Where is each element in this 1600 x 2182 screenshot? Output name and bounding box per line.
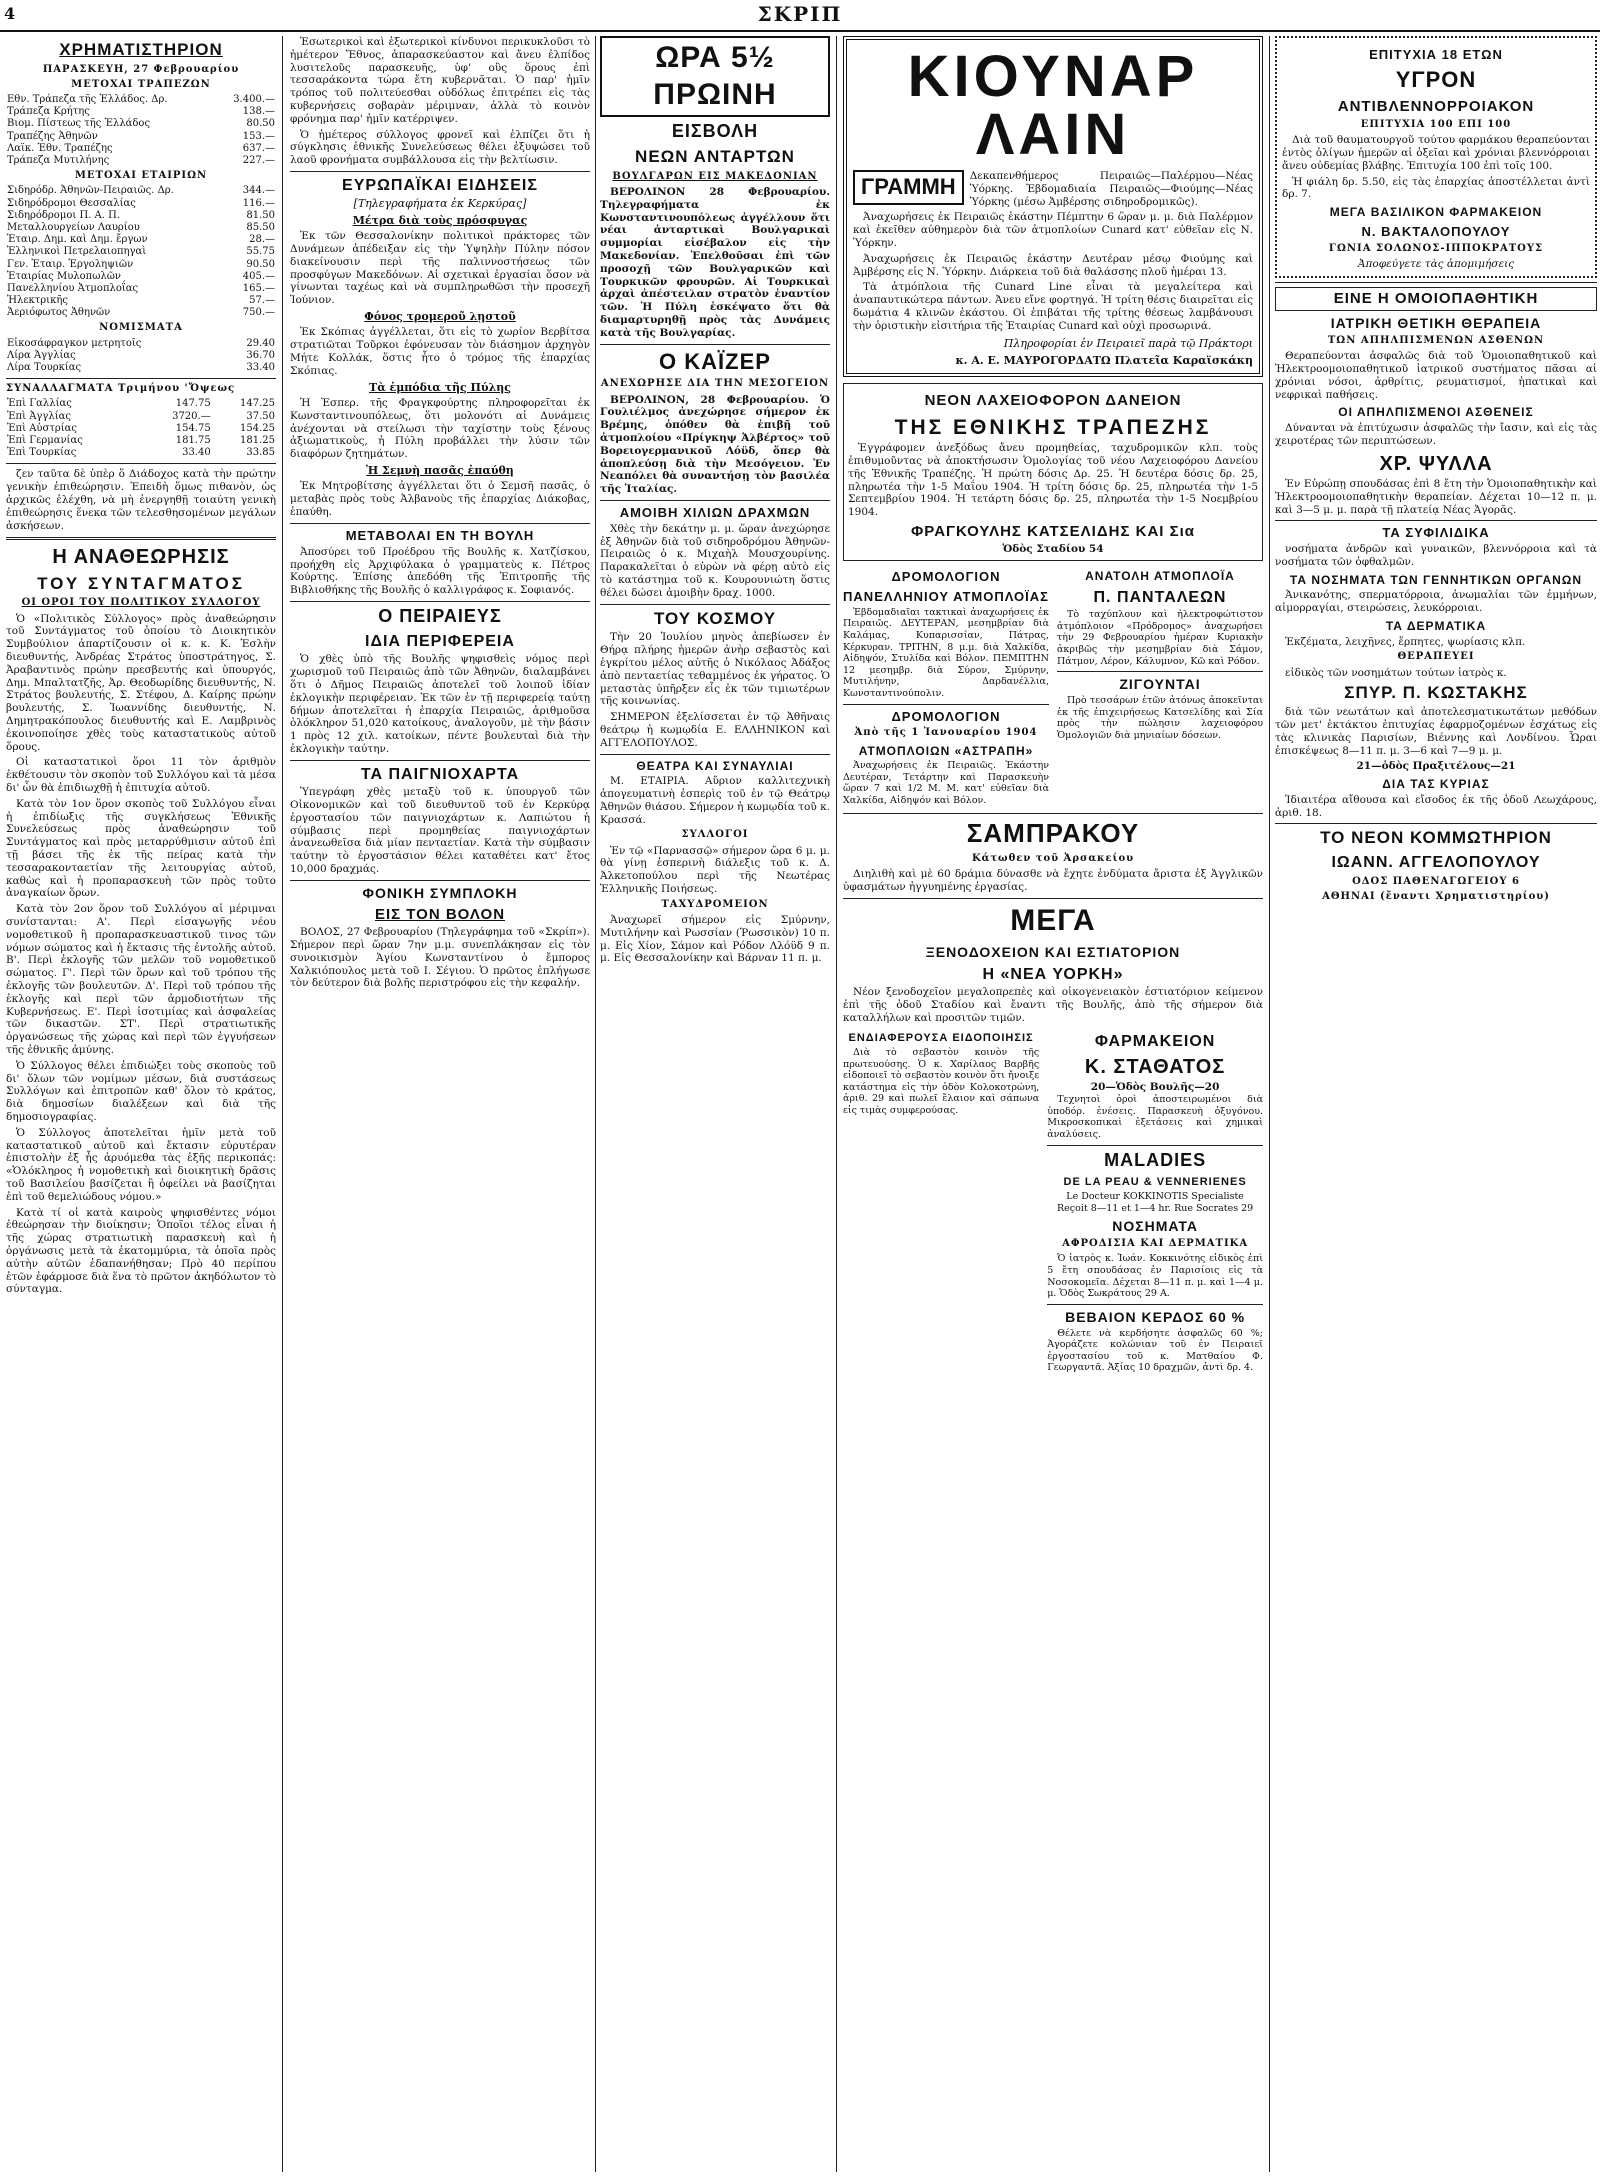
pharmacy-title: ΦΑΡΜΑΚΕΙΟΝ [1094,1032,1216,1050]
table-row: Ἐπὶ Γερμανίας 181.75 181.25 [7,434,275,446]
column-rule [282,36,283,2172]
article-paragraph: Ὁ Σύλλογος ἀποτελεῖται ἡμῖν μετὰ τοῦ καταστατικοῦ αὐτοῦ καὶ ἔκτασιν εὐρυτέραν ἐπιστολὴν ἐξ ἧς ἀρυόμεθα τὰς ἑξῆς περικοπάς: «Ὁλόκληρος ἡ νομοθετικὴ καὶ διοικητικὴ δρᾶσις τοῦ Βασιλείου βασίζεται ἢ ὀφείλει νὰ βασίζηται ἐπὶ τοῦ θεμελιώδους νόμου.» [6,1126,276,1203]
table-row: Γεν. Ἑταιρ. Ἐργοληψιῶν 90.50 [7,258,275,270]
piraeus-title: Ο ΠΕΙΡΑΙΕΥΣ [378,605,502,626]
table-row: Βιομ. Πίστεως τῆς Ἑλλάδος 80.50 [7,118,275,130]
column-2 [290,36,590,2172]
news-heading: Ἡ Σεμνὴ πασᾶς ἐπαύθη [366,464,514,478]
ad-pharmacy: ΜΕΓΑ ΒΑΣΙΛΙΚΟΝ ΦΑΡΜΑΚΕΙΟΝ [1329,205,1543,220]
rates-table [6,398,276,459]
article-paragraph: Οἱ καταστατικοὶ ὅροι 11 τὸν ἀριθμὸν ἐκθέτουσιν τὸν σκοπὸν τοῦ Συλλόγου καὶ τὰ μέσα δι' ὧν θὰ ἐπιδιωχθῇ ἡ ἐπιτυχία αὐτοῦ. [6,756,276,795]
ad-text: Διὰ τοῦ θαυματουργοῦ τούτου φαρμάκου θεραπεύονται ἐντὸς ὀλίγων ἡμερῶν αἱ ὀξεῖαι καὶ χρόνιαι βλεννόρροιαι ἄνευ οὐδεμίας βλάβης. Ἐπιτυχία 100 ἐπὶ τοῖς 100. [1282,134,1590,172]
column-5 [1275,36,1597,2172]
ad-text: Ἀνικανότης, σπερματόρροια, ἀνωμαλίαι τῶν ἐμμήνων, αἱμορραγίαι, στειρώσεις, λευκόρροιαι. [1275,589,1597,615]
gen-title: ΤΑ ΝΟΣΗΜΑΤΑ ΤΩΝ ΓΕΝΝΗΤΙΚΩΝ ΟΡΓΑΝΩΝ [1289,572,1583,587]
article-paragraph: Ὁ «Πολιτικὸς Σύλλογος» πρὸς ἀναθεώρησιν τοῦ Συντάγματος τοῦ ὁποίου τὸ Διοικητικὸν Συμβούλιον ἀπαρτίζουσιν οἱ κ. κ. Κ. Ἐσλὴν διευθυντής, Ἀνδρέας Στράτος ὑποστράτηγος, Σ. Ἀραβαντινὸς πρώην πρεσβευτής καὶ ὑπουργός, Δημ. Μπαλτατζῆς, Ἀρ. Θεοδωρίδης διευθυντής, Ν. Στράτος βουλευτής, Σ. Στέφου, Δ. Καίρης πρώην βουλευτής, Σ. Ἰωαννίδης διευθυντής, Ν. Δημητρακόπουλος διευθυντής καὶ Ε. Λαμβρινὸς ἐκοινοποίησε χθὲς τοὺς καταστατικοὺς αὐτοῦ ὅρους. [6,612,276,753]
ad-title-2: ΑΝΤΙΒΛΕΝΝΟΡΡΟΙΑΚΟΝ [1337,97,1535,115]
newspaper-title: ΣΚΡΙΠ [757,2,843,26]
news-heading: Φόνος τρομεροῦ λῃστοῦ [364,310,516,324]
ad-text: Δύνανται νὰ ἐπιτύχωσιν ἀσφαλῶς τὴν ἴασιν, καὶ εἰς τὰς χειροτέρας τῶν περιπτώσεων. [1275,422,1597,447]
route-title-2: ΠΑΝΕΛΛΗΝΙΟΥ ΑΤΜΟΠΛΟΪΑΣ [843,589,1049,605]
ad-text: Τὰ ἀτμόπλοια τῆς Cunard Line εἶναι τὰ μεγαλείτερα καὶ ἀναπαυτικώτερα πάντων. Ἀνευ εἴνε φορτηγά. Ἡ τρίτη θέσις διαιρεῖται εἰς δωμάτια 4 κλινῶν ἐκάστου. Οἱ ἐπιβάται τῆς τρίτης θέσεως λαμβάνουσι τὴν ὁριστικὴν εἰσιτήρια τῆς Ἑταιρίας Cunard καὶ οὐχὶ προσωρινά. [853,281,1253,332]
shop-title: ΤΟ ΝΕΟΝ ΚΟΜΜΩΤΗΡΙΟΝ [1320,828,1552,848]
ad-note: Ἀποφεύγετε τὰς ἀπομιμήσεις [1357,257,1515,270]
table-row: Σιδηρόδρ. Ἀθηνῶν-Πειραιῶς. Δρ. 344.— [7,185,275,197]
news-paragraph: ΒΕΡΟΛΙΝΟΝ, 28 Φεβρουαρίου. Ὁ Γουλιέλμος ἀνεχώρησε σήμερον ἐκ Βρέμης, ὁπόθεν θὰ ἐπιβῇ τοῦ ἀτμοπλοίου «Πρίγκηψ Ἀλβέρτος» τοῦ Βορειογερμανικοῦ Λόϋδ, ὅπερ θὰ ἀποπλεύσῃ διὰ τὴν Μεσόγειον. Ἐν Νεαπόλει θὰ συναντήσῃ τὸν βασιλέα τῆς Ἰταλίας. [600,393,830,496]
ad-text: Νέον ξενοδοχεῖον μεγαλοπρεπὲς καὶ οἰκογενειακὸν ἐστιατόριον κείμενον ἐπὶ τῆς ὁδοῦ Σταδίου καὶ ἔναντι τῆς Βουλῆς, ἀπὸ τῆς σήμερον διὰ καταλλήλων καὶ προσιτῶν τιμῶν. [843,986,1263,1024]
ad-text: Θέλετε νὰ κερδήσητε ἀσφαλῶς 60 %; Ἀγοράζετε κολώνιαν τοῦ ἐν Πειραιεῖ ἐργοστασίου τοῦ κ. Ματθαίου Φ. Γεωργαντᾶ. Ἀξίας 10 δραχμῶν, ἀντὶ δρ. 4. [1047,1327,1263,1374]
mega-title: ΜΕΓΑ [1010,903,1096,937]
news-paragraph: Χθὲς τὴν δεκάτην μ. μ. ὥραν ἀνεχώρησε ἐξ Ἀθηνῶν διὰ τοῦ σιδηροδρόμου Ἀθηνῶν-Πειραιῶς ὁ κ. Μιχαὴλ Μουσχουρίνης. Παρακαλεῖται ὁ εὑρὼν νὰ φέρῃ αὐτὸ εἰς τὸ κατάστημα τοῦ κ. Κουρουνιώτη ὅστις θέλει δώσει ἀμοιβὴν δραχ. 1000. [600,522,830,599]
coins-header: ΝΟΜΙΣΜΑΤΑ [99,322,183,334]
table-row: Ἑλληνικοὶ Πετρελαιοπηγαὶ 55.75 [7,246,275,258]
table-row: Λαϊκ. Ἐθν. Τραπέζης 637.— [7,142,275,154]
ad-text: Ἑβδομαδιαῖαι τακτικαὶ ἀναχωρήσεις ἐκ Πειραιῶς. ΔΕΥΤΕΡΑΝ, μεσημβρίαν διὰ Καλάμας, Κυπαρισσίαν, Πάτρας, Κέρκυραν. ΤΡΙΤΗΝ, 8 μ.μ. διὰ Χαλκίδα, Αἰδηψόν, Στυλίδα καὶ Βόλον. ΠΕΜΠΤΗΝ 12 μεσημβρ. διὰ Σύρον, Σμύρνην, Μυτιλήνην, Δαρδανέλλια, Κωνσταντινούπολιν. [843,606,1049,699]
news-paragraph: Ὁ χθὲς ὑπὸ τῆς Βουλῆς ψηφισθεὶς νόμος περὶ χωρισμοῦ τοῦ Πειραιῶς ἀπὸ τῶν Ἀθηνῶν, διαλαμβάνει ὅτι ὁ Δῆμος Πειραιῶς ἀποτελεῖ τοῦ λοιποῦ ἰδίαν ἐκλογικὴν περιφέρειαν. Ἐκ τῶν ἐν τῇ περιφερείᾳ ταύτῃ δήμων ἀποτελεῖται ἡ ἐπαρχία Πειραιῶς, ἀριθμοῦσα ὁλόκληρον 51,020 κατοίκους, ἀναλογοῦν, μὲ τὴν βάσιν 1 πρὸς 12 χιλ. κατοίκων, πέντε βουλευταὶ διὰ τὴν ἐκλογικὴν ταύτην. [290,653,590,755]
ladies-title: ΔΙΑ ΤΑΣ ΚΥΡΙΑΣ [1382,777,1490,792]
table-row: Ἐπὶ Αὐστρίας 154.75 154.25 [7,422,275,434]
gram-label: ΓΡΑΜΜΗ [853,170,964,205]
samp-title: ΣΑΜΠΡΑΚΟΥ [966,818,1140,849]
table-row: Σιδηρόδρομοι Π. Α. Π. 81.50 [7,209,275,221]
news-paragraph: Ἐν τῷ «Παρνασσῷ» σήμερον ὥρα 6 μ. μ. θὰ γίνῃ ἑσπερινὴ διάλεξις τοῦ κ. Δ. Ἀλκετοπούλου περὶ τῆς Νεωτέρας Ἑλληνικῆς Ποιήσεως. [600,844,830,895]
loan-agent: ΦΡΑΓΚΟΥΛΗΣ ΚΑΤΣΕΛΙΔΗΣ ΚΑΙ Σια [910,523,1196,541]
news-paragraph: Ὑπεγράφη χθὲς μεταξὺ τοῦ κ. ὑπουργοῦ τῶν Οἰκονομικῶν καὶ τοῦ διευθυντοῦ τοῦ ἐν Κερκύρᾳ ἐργοστασίου τῶν παιγνιοχάρτων κ. Λαπιώτου ἡ σύμβασις περὶ προμηθείας παιγνιοχάρτων ἀνανεωθεῖσα διὰ μίαν πενταετίαν. Κατὰ τὴν σύμβασιν ταύτην τὸ ἐργοστάσιον θέλει καταθέτει κατ' ἔτος 10,000 δραχμάς. [290,786,590,876]
news-paragraph: Ἐκ τῶν Θεσσαλονίκην πολιτικοὶ πράκτορες τῶν Δυνάμεων ἀπέδειξαν εἰς τὴν Ὑψηλὴν Πύλην πόσον διακείνουσιν περὶ τῆς παλιννοστήσεως τῶν προσφύγων Μακεδόνων. Αἱ σχετικαὶ ἐργασίαι ὅσον νὰ γίνωνται ταχέως καὶ νὰ συμπληρωθῶσι τὴν προσεχῆ Ἰούνιον. [290,230,590,307]
pharmacy-address: 20—Ὁδὸς Βουλῆς—20 [1090,1081,1220,1094]
doctor-address: 21—ὁδὸς Πραξιτέλους—21 [1356,760,1516,773]
article-paragraph: Ὁ Σύλλογος θέλει ἐπιδιώξει τοὺς σκοποὺς τοῦ δι' ὅλων τῶν νομίμων μέσων, διὰ συστάσεως Συλλόγων καὶ ἐπιτροπῶν καθ' ὅλον τὸ κράτος, διὰ δημοσίων διαλέξεων καὶ διὰ τῆς δημοσιογραφίας. [6,1059,276,1123]
maladies-hours: Reçoit 8—11 et 1—4 hr. Rue Socrates 29 [1057,1202,1254,1214]
table-row: Εἰκοσάφραγκον μετρητοῖς 29.40 [7,337,275,349]
intro-text: ζεν ταῦτα δὲ ὑπὲρ ὅ Διάδοχος κατὰ τὴν πρώτην γενικὴν ἐπιθεώρησιν. Ἐπειδὴ ὅμως πιθανὸν, ὡς ἀρχικῶς ἐλέχθη, νὰ μὴ ἐνεργηθῇ τοιαύτη γενικὴ ἐπιθεώρησις ἕνεκα τῶν τελεσθησομένων μεγάλων ἀσκήσεων. [6,468,276,532]
syph-title: ΤΑ ΣΥΦΙΛΙΔΙΚΑ [1382,525,1490,541]
ad-text: Ἐγγράφομεν ἀνεξόδως ἄνευ προμηθείας, ταχυδρομικῶν κλπ. τοὺς ἐπιθυμοῦντας νὰ ἀποκτήσωσιν Ὁμολογίας τοῦ νέου Λαχειοφόρου Δανείου τῆς Ἐθνικῆς Τραπέζης. Ἡ πρώτη δόσις Δρ. 25. Ἡ δευτέρα δόσις δρ. 25, πληρωτέα τὴν 1-5 Μαΐου 1904. Ἡ τρίτη δόσις δρ. 25, πληρωτέα τὴν 1-5 Σεπτεμβρίου 1904. Ἡ τετάρτη δόσις δρ. 25, πληρωτέα τὴν 1-5 Νοεμβρίου 1904. [848,442,1258,519]
ad-text: Ἰδιαιτέρα αἴθουσα καὶ εἴσοδος ἐκ τῆς ὁδοῦ Λεωχάρους, ἀριθ. 18. [1275,793,1597,819]
loan-title-2: ΤΗΣ ΕΘΝΙΚΗΣ ΤΡΑΠΕΖΗΣ [894,415,1212,439]
shop-title-2: ΙΩΑΝΝ. ΑΓΓΕΛΟΠΟΥΛΟΥ [1331,854,1541,872]
news-paragraph: ΒΕΡΟΛΙΝΟΝ 28 Φεβρουαρίου. Τηλεγραφήματα ἐκ Κωνσταντινουπόλεως ἀγγέλλουν ὅτι νέαι ἀνταρτικαὶ Βουλγαρικαὶ συμμορίαι εἰσέβαλον εἰς τὴν Μακεδονίαν. Ἐπελθοῦσαι ἐπὶ τῶν προσοχῇ τῶν Βουλγαρικῶν καὶ Τουρκικῶν φρουρῶν. Αἱ Τουρκικαὶ ἀρχαὶ ἀπέστειλαν στρατὸν ἐναντίον τῶν. Ἡ Πύλη ἐσκέψατο ὅτι θὰ διαμαρτυρηθῇ πρὸς τὰς Δυνάμεις κατὰ τῆς Βουλγαρίας. [600,186,830,339]
pharmacy-ad [1047,1028,1263,1378]
ad-text: Ἐκζέματα, λειχῆνες, ἕρπητες, ψωρίασις κλπ. [1285,635,1526,648]
ad-text: Πρὸ τεσσάρων ἐτῶν ἀτόνως ἀποκεῖνται ἐκ τῆς ἐπιχειρήσεως Κατσελίδης καὶ Σία πρὸς τὴν πώλησιν λαχειοφόρου Ὁμολογιῶν διὰ μηνιαίων δόσεων. [1057,695,1263,741]
companies-header: ΜΕΤΟΧΑΙ ΕΤΑΙΡΙΩΝ [74,170,208,182]
reward-title: ΑΜΟΙΒΗ ΧΙΛΙΩΝ ΔΡΑΧΜΩΝ [619,505,811,521]
time-title: ΩΡΑ 5½ ΠΡΩΙΝΗ [600,36,830,117]
invasion-title: ΕΙΣΒΟΛΗ [671,121,759,142]
article-title: Η ΑΝΑΘΕΩΡΗΣΙΣ [52,546,230,569]
maladies-doctor: Le Docteur KOKKINOTIS Specialiste [1066,1190,1244,1202]
article-paragraph: Ἐσωτερικοὶ καὶ ἐξωτερικοὶ κίνδυνοι περικυκλοῦσι τὸ ἡμέτερον Ἔθνος, ἀπαρασκεύαστον καὶ ἄνευ ἐλπίδος λυσιτελοῦς παρασκευῆς, ὑφ' οὓς ὅρους ἐπὶ τεσσαράκοντα τώρα ἔτη κυβερνᾶται. Ὁ παρ' ἡμῖν τρόπος τοῦ πολιτεύεσθαι οὐδόλως ἐπιτρέπει εἰς τὰς κυβερνήσεις σοβαρὰν μέριμναν, ἀλλὰ τὸ κοινὸν φρόνημα παρ' ἡμῖν κατέρριψεν. [290,36,590,125]
route-title-2: ΑΤΜΟΠΛΟΙΩΝ «ΑΣΤΡΑΠΗ» [858,743,1034,758]
maladies-title-3: ΝΟΣΗΜΑΤΑ [1112,1218,1198,1235]
europe-title: ΕΥΡΩΠΑΪΚΑΙ ΕΙΔΗΣΕΙΣ [342,176,538,194]
invasion-title-2: ΝΕΩΝ ΑΝΤΑΡΤΩΝ [635,147,795,167]
news-paragraph: Ἐκ Μητροβίτσης ἀγγέλλεται ὅτι ὁ Σεμσῆ πασᾶς, ὁ μεταβὰς πρὸς τοὺς Ἀλβανοὺς τῆς ἐπαρχίας Διάκοβας, ἐπαύθη. [290,480,590,519]
table-row: Ἐπὶ Τουρκίας 33.40 33.85 [7,447,275,459]
table-row: Ἑταιρ. Δημ. καὶ Δημ. ἔργων 28.— [7,234,275,246]
ad-text: διὰ τῶν νεωτάτων καὶ ἀποτελεσματικωτάτων μεθόδων τῶν μετ' ἐκτάκτου ἐπιτυχίας ἐφαρμοζομένων ἐσχάτως εἰς τὰς κλινικὰς Παρισίων, Βιέννης καὶ Λονδίνου. Ὧραι ἐπισκέψεως 8—11 π. μ. 3—6 καὶ 7—9 μ. μ. [1275,706,1597,757]
rates-header: ΣΥΝΑΛΛΑΓΜΑΤΑ Τριμήνου 'Ὄψεως [6,383,236,395]
table-row: Εθν. Τράπεζα τῆς Ἑλλάδος. Δρ. 3.400.— [7,94,275,106]
ad-text: Θεραπεύονται ἀσφαλῶς διὰ τοῦ Ὁμοιοπαθητικοῦ καὶ Ἠλεκτροομοιοπαθητικοῦ ἰατρικοῦ συστήματος πᾶσαι αἱ χρόνιαι νόσοι, ἀρθρίτις, ρευματισμοί, ἡπατικαὶ καὶ νεφρικαὶ παθήσεις. [1275,350,1597,401]
pharmacy-name: Κ. ΣΤΑΘΑΤΟΣ [1084,1056,1226,1079]
table-row: Λίρα Τουρκίας 33.40 [7,362,275,374]
ad-text: Ἀναχωρήσεις ἐκ Πειραιῶς. Ἑκάστην Δευτέραν, Τετάρτην καὶ Παρασκευὴν ὥραν 7 καὶ 1/2 Μ. Μ. κατ' εὐθεῖαν διὰ Χαλκίδα, Αἰδηψόν καὶ Βόλον. [843,760,1049,806]
mega-title-2: ΞΕΝΟΔΟΧΕΙΟΝ ΚΑΙ ΕΣΤΙΑΤΟΡΙΟΝ [925,943,1181,960]
phoniki-subtitle: ΕΙΣ ΤΟΝ ΒΟΛΟΝ [374,905,506,923]
table-row: Τραπέζης Ἀθηνῶν 153.— [7,130,275,142]
shop-address: ΟΔΟΣ ΠΑΘΕΝΑΓΩΓΕΙΟΥ 6 [1352,875,1520,887]
news-heading: Τὰ ἐμπόδια τῆς Πύλης [369,380,511,394]
column-rule [836,36,837,2172]
ad-agent: κ. Α. Ε. ΜΑΥΡΟΓΟΡΔΑΤΩ Πλατεῖα Καραϊσκάκη [955,353,1253,367]
kaiser-title: Ο ΚΑΪΖΕΡ [659,348,771,374]
column-3 [600,36,830,2172]
masthead [0,0,1600,32]
table-row: Ἑταιρίας Μυλοπωλῶν 405.— [7,270,275,282]
ad-text: Ἀναχωρήσεις ἐκ Πειραιῶς ἑκάστην Πέμπτην 6 ὥραν μ. μ. διὰ Παλέρμον καὶ ἐκεῖθεν αὐθημερὸν διὰ τῶν ἀτμοπλοίων Cunard κατ' εὐθεῖαν εἰς Ν. Ὑόρκην. [853,211,1253,249]
news-heading: Μέτρα διὰ τοὺς πρόσφυγας [352,213,528,227]
table-row: Λίρα Ἀγγλίας 36.70 [7,349,275,361]
ad-text: Τεχνητοὶ ὀροὶ ἀποστειρωμένοι διὰ ὑποδόρ. ἐνέσεις. Παρασκευὴ ὀξυγόνου. Μικροσκοπικαὶ ἐξετάσεις καὶ χημικαὶ ἀναλύσεις. [1047,1094,1263,1140]
table-row: Μεταλλουργείων Λαυρίου 85.50 [7,221,275,233]
route-title-2: Π. ΠΑΝΤΑΛΕΩΝ [1093,588,1227,606]
phoniki-title: ΦΟΝΙΚΗ ΣΥΜΠΛΟΚΗ [362,884,518,901]
ad-price: Ἡ φιάλη δρ. 5.50, εἰς τὰς ἐπαρχίας ἀποστέλλεται ἀντὶ δρ. 7. [1282,175,1590,201]
table-row: Ἐπὶ Γαλλίας 147.75 147.25 [7,398,275,410]
coins-table [6,338,276,375]
article-paragraph: Ὁ ἡμέτερος σύλλογος φρονεῖ καὶ ἐλπίζει ὅτι ἡ σύγκλησις ἐθνικῆς Συνελεύσεως θέλει ἐξυψώσει τοῦ λαοῦ φρονήματα συμβάλλουσα εἰς τὴν βελτίωσιν. [290,128,590,167]
derm-title: ΤΑ ΔΕΡΜΑΤΙΚΑ [1385,619,1487,634]
ad-head: ΕΠΙΤΥΧΙΑ 18 ΕΤΩΝ [1369,47,1503,62]
table-row: Ἠλεκτρικῆς 57.— [7,295,275,307]
news-paragraph: Ἡ Ἑσπερ. τῆς Φραγκφούρτης πληροφορεῖται ἐκ Κωνσταντινουπόλεως, ὅτι μολονότι αἱ Δυνάμεις ἀνέχονται νὰ στείλωσι τὴν ταχίστην τοὺς ξένους ἀξιωματικοὺς, ἡ Πύλη προβάλλει τὴν λύσιν τῶν διαφόρων ζητημάτων. [290,397,590,461]
profit-title: ΒΕΒΑΙΟΝ ΚΕΡΔΟΣ 60 % [1065,1308,1246,1325]
column-1 [6,36,276,2172]
loan-address: Ὁδὸς Σταδίου 54 [1002,543,1104,556]
ad-info: Πληροφορίαι ἐν Πειραιεῖ παρὰ τῷ Πράκτορι [1003,336,1253,350]
ad-pharmacy-2: Ν. ΒΑΚΤΑΛΟΠΟΥΛΟΥ [1361,223,1511,239]
parliament-title: ΜΕΤΑΒΟΛΑΙ ΕΝ ΤΗ ΒΟΥΛΗ [345,527,535,543]
article-title-2: ΤΟΥ ΣΥΝΤΑΓΜΑΤΟΣ [37,573,245,593]
news-paragraph: Ἀναχωρεῖ σήμερον εἰς Σμύρνην, Μυτιλήνην καὶ Ρωσσίαν (Ῥωσσικὸν) 10 π. μ. Εἰς Χίον, Σάμον καὶ Ρόδον Λλόϋδ 9 π. μ. Εἰς Θεσσαλονίκην καὶ Βάρναν 11 π. μ. [600,913,830,965]
route-title: ΔΡΟΜΟΛΟΓΙΟΝ [891,569,1001,585]
loan-ad [843,383,1263,561]
article-subtitle: ΟΙ ΟΡΟΙ ΤΟΥ ΠΟΛΙΤΙΚΟΥ ΣΥΛΛΟΓΟΥ [21,597,261,609]
page-number: 4 [4,4,16,23]
news-paragraph: ΣΗΜΕΡΟΝ ἐξελίσσεται ἐν τῷ Ἀθῆναις θεάτρῳ ἡ κωμῳδία Ε. ΕΛΛΗΝΙΚΟΝ καὶ ΑΓΓΕΛΟΠΟΥΛΟΣ. [600,711,830,749]
ad-address: ΓΩΝΙΑ ΣΟΛΩΝΟΣ-ΙΠΠΟΚΡΑΤΟΥΣ [1328,242,1544,254]
route-1-ad [843,565,1049,809]
column-rule [1269,36,1270,2172]
table-row: Τράπεζα Κρήτης 138.— [7,106,275,118]
table-row: Πανελληνίου Ἀτμοπλοΐας 165.— [7,282,275,294]
oil-title: ΕΝΔΙΑΦΕΡΟΥΣΑ ΕΙΔΟΠΟΙΗΣΙΣ [848,1031,1034,1044]
homeo-subtitle: ΤΩΝ ΑΠΗΛΠΙΣΜΕΝΩΝ ΑΣΘΕΝΩΝ [1327,335,1545,346]
ad-text: Διηλιθὴ καὶ μὲ 60 δράμια δύνασθε νὰ ἔχητε ἐνδύματα ἄριστα ἐξ Ἀγγλικῶν ὑφασμάτων ἠγγυημένης ἐργασίας. [843,868,1263,894]
kiounar-ad [843,36,1263,377]
ad-text: Ἐν Εὐρώπῃ σπουδάσας ἐπὶ 8 ἔτη τὴν Ὁμοιοπαθητικὴν καὶ Ἠλεκτροομοιοπαθητικὴν θεραπείαν. Δέχεται 10—12 π. μ. καὶ 3—5 μ. μ. παρὰ τῇ πλατείᾳ Νέας Ἀγορᾶς. [1275,477,1597,516]
news-paragraph: Ἀποσύρει τοῦ Προέδρου τῆς Βουλῆς κ. Χατζίσκου, προήχθη εἰς Ἀρχιφύλακα ὁ γραμματεὺς κ. Πέτρος Κούρτης. Ἐπίσης ἀπεδόθη τῆς Ἐπιτροπῆς τῆς Βιβλιοθήκης τῆς Βουλῆς ὁ καλλιγράφος κ. Σοφιανός. [290,545,590,597]
doctor-name: ΣΠΥΡ. Π. ΚΩΣΤΑΚΗΣ [1344,683,1528,703]
ad-text: Διὰ τὸ σεβαστὸν κοινὸν τῆς πρωτευούσης. Ὁ κ. Χαρίλαος Βαρβῆς εἰδοποιεῖ τὸ σεβαστὸν κοινὸν ὅτι ἤνοιξε κατάστημα εἰς τὴν ὁδὸν Κολοκοτρώνη, ἀριθ. 29 καὶ πωλεῖ ἔλαιον καὶ σάπωνα εἰς τιμὰς συμφερούσας. [843,1046,1040,1116]
banks-header: ΜΕΤΟΧΑΙ ΤΡΑΠΕΖΩΝ [71,78,211,90]
loan-title: ΝΕΟΝ ΛΑΧΕΙΟΦΟΡΟΝ ΔΑΝΕΙΟΝ [924,392,1182,410]
ad-text: Ὁ ἰατρὸς κ. Ἰωάν. Κοκκινότης εἰδικὸς ἐπὶ 5 ἔτη σπουδάσας ἐν Παρισίοις εἰς τὰ Νοσοκομεῖα. Δέχεται 8—11 π. μ. καὶ 1—4 μ. μ. Ὁδὸς Σωκράτους 29 Α. [1047,1253,1263,1300]
homeo-title: ΕΙΝΕ Η ΟΜΟΙΟΠΑΘΗΤΙΚΗ [1275,287,1597,311]
kiounar-title: ΚΙΟΥΝΑΡ ΛΑΙΝ [907,44,1199,167]
column-rule [595,36,596,2172]
antiblen-ad [1275,36,1597,278]
exchange-date: ΠΑΡΑΣΚΕΥΗ, 27 Φεβρουαρίου [42,63,240,75]
shop-city: ΑΘΗΝΑΙ (ἔναντι Χρηματιστηρίου) [1322,890,1550,902]
news-paragraph: Ἐκ Σκόπιας ἀγγέλλεται, ὅτι εἰς τὸ χωρίον Βερβίτσα στρατιῶται Τοῦρκοι ἐφόνευσαν τὸν διάσημον ἀρχηγὸν Μήτε Κολλάκ, ὅστις ἦτο ὁ τρόμος τῆς ἐπαρχίας Σκόπιας. [290,326,590,377]
europe-subtitle: [Τηλεγραφήματα ἐκ Κερκύρας] [353,197,527,211]
ad-title: ΥΓΡΟΝ [1395,66,1477,92]
exchange-title: ΧΡΗΜΑΤΙΣΤΗΡΙΟΝ [59,40,223,59]
route-title: ΔΡΟΜΟΛΟΓΙΟΝ [891,708,1001,724]
table-row: Σιδηρόδρομοι Θεσσαλίας 116.— [7,197,275,209]
ad-text: νοσήματα ἀνδρῶν καὶ γυναικῶν, βλεννόρροια καὶ τὰ νοσήματα τῶν ὀφθαλμῶν. [1275,543,1597,569]
therap-title: ΘΕΡΑΠΕΥΕΙ [1397,651,1475,663]
post-title: ΤΑΧΥΔΡΟΜΕΙΟΝ [661,898,769,910]
news-paragraph: Μ. ΕΤΑΙΡΙΑ. Αὔριον καλλιτεχνικὴ ἀπογευματινὴ ἐσπερὶς τοῦ ἐν τῷ Θεάτρῳ Ἀθηνῶν θιάσου. Σήμερον ἡ κωμῳδία τοῦ κ. Κρασσά. [600,775,830,826]
oil-ad [843,1028,1039,1378]
zigo-title: ΖΙΓΟΥΝΤΑΙ [1119,676,1201,693]
table-row: Ἐπὶ Ἀγγλίας 3720.— 37.50 [7,410,275,422]
news-paragraph: Τὴν 20 Ἰουλίου μηνὸς ἀπεβίωσεν ἐν Θήρᾳ πλήρης ἡμερῶν ἀνὴρ σεβαστὸς καὶ ἐγκρίτου μέλος αὐτῆς ὁ Νικόλαος Ἀδάξος ἀπὸ πενταετίας τεθαμμένος ἐκ γήρατος. Ὁ μεταστὰς ὑπῆρξεν εἷς ἐκ τῶν τιμιωτέρων τῆς κοινωνίας. [600,631,830,708]
maladies-title: MALADIES [1104,1149,1207,1170]
banks-table [6,94,276,167]
news-paragraph: ΒΟΛΟΣ, 27 Φεβρουαρίου (Τηλεγράφημα τοῦ «Σκρίπ»). Σήμερον περὶ ὥραν 7ην μ.μ. συνεπλάκησαν εἰς τὸν συνοικισμὸν Ἁγίου Κωνσταντίνου ὁ ἔμπορος Χαλκιόπουλος μετὰ τοῦ Ι. Σέγιου. Ὁ πρῶτος ἐπλήγωσε τὸν δεύτερον διὰ βολῆς περιστρόφου εἰς τὴν κεφαλήν. [290,926,590,990]
ad-text: Δεκαπενθήμερος Πειραιῶς—Παλέρμου—Νέας Ὑόρκης. Ἑβδομαδιαία Πειραιῶς—Φιούμης—Νέας Ὑόρκης (μέσω Ἀμβέρσης σιδηροδρομικῶς). [969,170,1253,208]
cards-title: ΤΑ ΠΑΙΓΝΙΟΧΑΡΤΑ [360,765,520,783]
route-2-ad [1057,565,1263,809]
homeo-subtitle-2: ΟΙ ΑΠΗΛΠΙΣΜΕΝΟΙ ΑΣΘΕΝΕΙΣ [1338,405,1534,420]
samp-subtitle: Κάτωθεν τοῦ Ἀρσακείου [971,853,1135,865]
article-paragraph: Κατὰ τὸν 2ον ὅρον τοῦ Συλλόγου αἱ μέριμναι συνίστανται: Α'. Περὶ εἰσαγωγῆς νέου νομοθετικοῦ ἢ προπαρασκευαστικοῦ τινος τῶν νόμων σώματος καὶ ἡ ἔκτασις τῆς ἐντολῆς αὐτοῦ. Β'. Περὶ ἐκλογῆς τῶν μελῶν τοῦ νομοθετικοῦ σώματος. Γ'. Περὶ τῶν ὅρων καὶ τοῦ τρόπου τῆς ἐκλογῆς τῶν βουλευτῶν. Δ'. Περὶ τοῦ τρόπου τῆς ἐκλογῆς καὶ περὶ τῶν ἀρμοδιοτήτων τῆς Κυβερνήσεως. Ε'. Περὶ ἰσοτιμίας καὶ ἀσφαλείας τῶν δικαστῶν. ΣΤ'. Περὶ στρατιωτικῆς ὀργανώσεως τῆς χώρας καὶ περὶ τῶν ἐγγυήσεων τῆς ἐθνικῆς ἀμύνης. [6,903,276,1056]
column-4 [843,36,1263,2172]
theatre-title: ΘΕΑΤΡΑ ΚΑΙ ΣΥΝΑΥΛΙΑΙ [636,758,794,773]
world-title: ΤΟΥ ΚΟΣΜΟΥ [653,608,777,628]
ad-text: Ἀναχωρήσεις ἐκ Πειραιῶς ἑκάστην Δευτέραν μέσῳ Φιούμης καὶ Ἀμβέρσης εἰς Ν. Ὑόρκην. Διάρκεια τοῦ διὰ θαλάσσης πλοῦ ἡμέραι 13. [853,252,1253,278]
table-row: Ἀεριόφωτος Ἀθηνῶν 750.— [7,307,275,319]
route-subtitle: Ἀπὸ τῆς 1 Ἰανουαρίου 1904 [854,727,1038,739]
route-title: ΑΝΑΤΟΛΗ ΑΤΜΟΠΛΟΪΑ [1085,569,1235,584]
kaiser-subtitle: ΑΝΕΧΩΡΗΣΕ ΔΙΑ ΤΗΝ ΜΕΣΟΓΕΙΟΝ [600,378,830,390]
article-paragraph: Κατὰ τί οἱ κατὰ καιροὺς ψηφισθέντες νόμοι ἐθεώρησαν τὴν διοίκησιν; Ὁποῖοι τέλος εἶναι ἡ τῆς χώρας στρατιωτικὴ παρασκευὴ καὶ ἡ ὀργάνωσις μετὰ τὰ ἐκατομμύρια, τὰ ὁποῖα πρὸς αὐτὴν αὐτῶν ἐδαπανήθησαν; Πρὸ 40 περίπου ἐτῶν ἐφάρμοσε διὰ ἕνα τὸ πρῶτον ἀκηδόλωτον τὸ σύνταγμα. [6,1206,276,1296]
homeo-title-2: ΙΑΤΡΙΚΗ ΘΕΤΙΚΗ ΘΕΡΑΠΕΙΑ [1330,314,1542,331]
clubs-title: ΣΥΛΛΟΓΟΙ [681,829,749,841]
mega-title-3: Η «ΝΕΑ ΥΟΡΚΗ» [982,965,1124,983]
article-paragraph: Κατὰ τὸν 1ον ὅρον σκοπὸς τοῦ Συλλόγου εἶναι ἡ ἐπιδίωξις τῆς συγκλήσεως Ἐθνικῆς Συνελεύσεως πρὸς ἀναθεώρησιν τοῦ Συντάγματος καὶ πρὸς μεταρρύθμισιν αὐτοῦ ἐπὶ τῇ βάσει τῆς ἐκ τῆς πείρας κατὰ τὴν τεσσαρακονταετίαν τῆς λειτουργίας αὐτοῦ, καθὼς καὶ ἡ προπαρασκευὴ τῶν πρὸς τοῦτο ἀναγκαίων ὅρων. [6,797,276,900]
maladies-title-2: DE LA PEAU & VENNERIENES [1063,1175,1247,1188]
invasion-subtitle: ΒΟΥΛΓΑΡΩΝ ΕΙΣ ΜΑΚΕΔΟΝΙΑΝ [612,170,818,182]
ad-text: εἰδικὸς τῶν νοσημάτων τούτων ἰατρὸς κ. [1285,666,1507,679]
ad-subtitle: ΕΠΙΤΥΧΙΑ 100 ΕΠΙ 100 [1360,118,1512,130]
piraeus-title-2: ΙΔΙΑ ΠΕΡΙΦΕΡΕΙΑ [365,632,515,650]
maladies-title-4: ΑΦΡΟΔΙΣΙΑ ΚΑΙ ΔΕΡΜΑΤΙΚΑ [1062,1238,1249,1250]
table-row: Τράπεζα Μυτιλήνης 227.— [7,155,275,167]
homeo-doctor: ΧΡ. ΨΥΛΛΑ [1379,452,1493,475]
ad-text: Τὸ ταχύπλουν καὶ ἠλεκτροφώτιστον ἀτμόπλοιον «Πρόδρομος» ἀναχωρήσει τὴν 29 Φεβρουαρίου ἡμέραν Κυριακὴν ἀκριβῶς τὴν μεσημβρίαν διὰ Σάμον, Πάτμον, Λέρον, Κάλυμνον, Κῶ καὶ Ρόδον. [1057,609,1263,667]
companies-table [6,185,276,319]
